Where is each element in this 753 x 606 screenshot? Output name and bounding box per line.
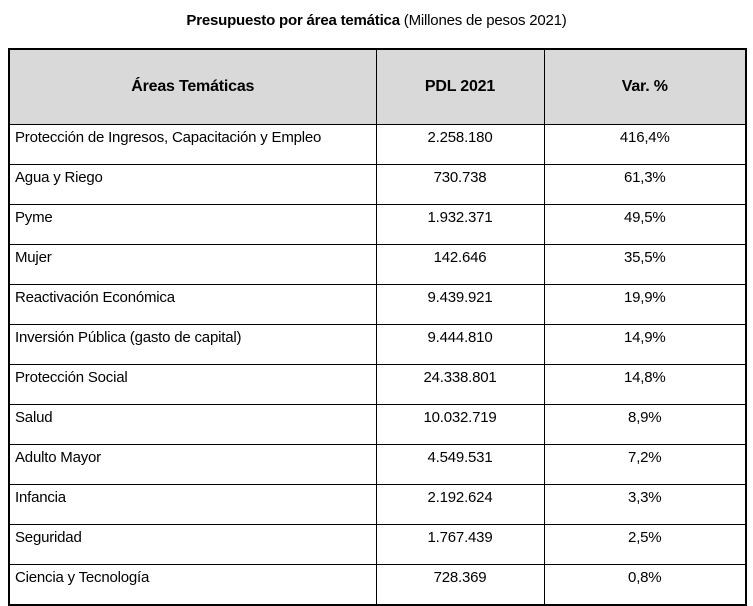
table-row <box>9 165 746 205</box>
table-body <box>9 125 746 606</box>
column-header-pdl-2021: PDL 2021 <box>376 49 544 125</box>
table-row <box>9 285 746 325</box>
pdl-value-cell: 9.444.810 <box>376 325 544 365</box>
var-pct-cell: 416,4% <box>544 125 746 165</box>
pdl-value-cell: 730.738 <box>376 165 544 205</box>
var-pct-cell: 7,2% <box>544 445 746 485</box>
var-pct-cell: 61,3% <box>544 165 746 205</box>
table-header-row <box>9 49 746 125</box>
var-pct-cell: 35,5% <box>544 245 746 285</box>
page-title-subtitle: (Millones de pesos 2021) <box>399 12 567 29</box>
pdl-value-cell: 24.338.801 <box>376 365 544 405</box>
var-pct-cell: 2,5% <box>544 525 746 565</box>
table-row <box>9 405 746 445</box>
pdl-value-cell: 2.258.180 <box>376 125 544 165</box>
area-cell: Mujer <box>9 245 376 285</box>
table-row <box>9 125 746 165</box>
pdl-value-cell: 1.767.439 <box>376 525 544 565</box>
column-header-var-pct: Var. % <box>544 49 746 125</box>
table-row <box>9 485 746 525</box>
pdl-value-cell: 10.032.719 <box>376 405 544 445</box>
area-cell: Salud <box>9 405 376 445</box>
var-pct-cell: 49,5% <box>544 205 746 245</box>
area-cell: Ciencia y Tecnología <box>9 565 376 606</box>
pdl-value-cell: 9.439.921 <box>376 285 544 325</box>
var-pct-cell: 19,9% <box>544 285 746 325</box>
var-pct-cell: 14,9% <box>544 325 746 365</box>
var-pct-cell: 3,3% <box>544 485 746 525</box>
area-cell: Pyme <box>9 205 376 245</box>
table-row <box>9 525 746 565</box>
column-header-areas-tematicas: Áreas Temáticas <box>9 49 376 125</box>
pdl-value-cell: 142.646 <box>376 245 544 285</box>
area-cell: Protección de Ingresos, Capacitación y Empleo <box>9 125 376 165</box>
var-pct-cell: 0,8% <box>544 565 746 606</box>
area-cell: Adulto Mayor <box>9 445 376 485</box>
pdl-value-cell: 4.549.531 <box>376 445 544 485</box>
table-row <box>9 205 746 245</box>
budget-table <box>8 48 747 606</box>
area-cell: Inversión Pública (gasto de capital) <box>9 325 376 365</box>
page-title <box>0 12 753 29</box>
table-row <box>9 565 746 606</box>
var-pct-cell: 8,9% <box>544 405 746 445</box>
table-row <box>9 245 746 285</box>
table-row <box>9 365 746 405</box>
area-cell: Seguridad <box>9 525 376 565</box>
table-row <box>9 325 746 365</box>
area-cell: Infancia <box>9 485 376 525</box>
page-title-main: Presupuesto por área temática <box>186 12 400 29</box>
area-cell: Protección Social <box>9 365 376 405</box>
pdl-value-cell: 728.369 <box>376 565 544 606</box>
table-row <box>9 445 746 485</box>
pdl-value-cell: 2.192.624 <box>376 485 544 525</box>
area-cell: Agua y Riego <box>9 165 376 205</box>
area-cell: Reactivación Económica <box>9 285 376 325</box>
pdl-value-cell: 1.932.371 <box>376 205 544 245</box>
var-pct-cell: 14,8% <box>544 365 746 405</box>
